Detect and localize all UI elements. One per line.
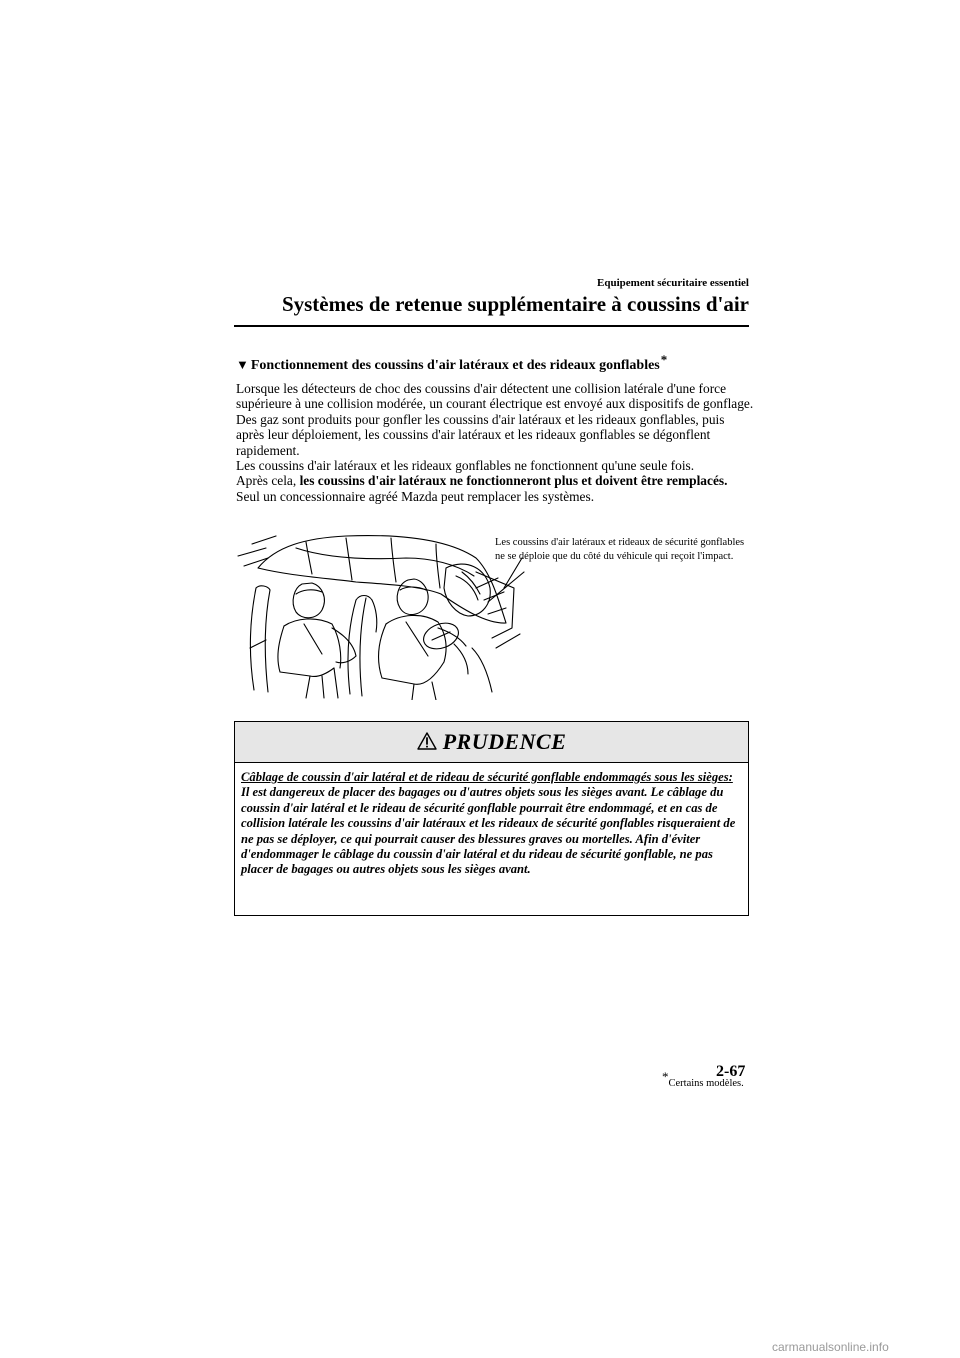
caution-text: Il est dangereux de placer des bagages ou d'autres objets sous les sièges avant. Le câblage du coussin d'air latéral et le rideau de sécurité gonflable pourrait être endommagé, et en cas de collision latérale les coussins d'air latéraux et les rideaux de sécurité gonflables risqueraient de ne pas se déployer, ce qui pourrait causer des blessures graves ou mortelles. Afin d'éviter d'endommager le câblage du coussin d'air latéral et du rideau de sécurité gonflable, ne pas placer de bagages ou autres objets sous les sièges avant. <box>241 785 736 877</box>
warning-triangle-icon <box>417 732 437 755</box>
header-divider <box>234 325 749 327</box>
paragraph-3: Les coussins d'air latéraux et les rideaux gonflables ne fonctionnent qu'une seule fois. <box>236 458 695 474</box>
watermark-link[interactable]: carmanualsonline.info <box>772 1340 889 1354</box>
body-text <box>236 381 756 504</box>
footnote-mark: * <box>662 1069 669 1084</box>
triangle-down-icon: ▼ <box>236 357 249 372</box>
paragraph-1: Lorsque les détecteurs de choc des coussins d'air détectent une collision latérale d'une force supérieure à une collision modérée, un courant électrique est envoyé aux dispositifs de gonflage. <box>236 381 754 412</box>
page-number: 2-67 <box>716 1063 746 1080</box>
paragraph-4-emphasis: les coussins d'air latéraux ne fonctionneront plus et doivent être remplacés. <box>299 473 728 489</box>
subsection-title: Fonctionnement des coussins d'air latéraux et des rideaux gonflables <box>250 358 660 373</box>
caution-header <box>235 722 748 763</box>
chapter-label: Equipement sécuritaire essentiel <box>597 277 749 289</box>
footnote-text: Certains modèles. <box>668 1078 744 1089</box>
paragraph-5: Seul un concessionnaire agréé Mazda peut remplacer les systèmes. <box>236 488 595 504</box>
subsection-heading <box>236 352 756 374</box>
caution-box <box>234 721 749 916</box>
page-title: Systèmes de retenue supplémentaire à coussins d'air <box>281 292 749 316</box>
paragraph-4-prefix: Après cela, <box>236 473 300 489</box>
paragraph-4 <box>236 473 756 488</box>
figure-caption: Les coussins d'air latéraux et rideaux de sécurité gonflables ne se déploie que du côté du véhicule qui reçoit l'impact. <box>495 537 745 562</box>
paragraph-2: Des gaz sont produits pour gonfler les coussins d'air latéraux et les rideaux gonflables, puis après leur déploiement, les coussins d'air latéraux et les rideaux gonflables se dégonflent rapidement. <box>236 411 725 458</box>
caution-title: PRUDENCE <box>442 729 567 754</box>
caution-heading: Câblage de coussin d'air latéral et de rideau de sécurité gonflable endommagés sous les sièges: <box>241 770 733 784</box>
footnote-asterisk: * <box>660 352 668 367</box>
airbag-illustration <box>236 528 750 700</box>
caution-body <box>235 763 748 878</box>
